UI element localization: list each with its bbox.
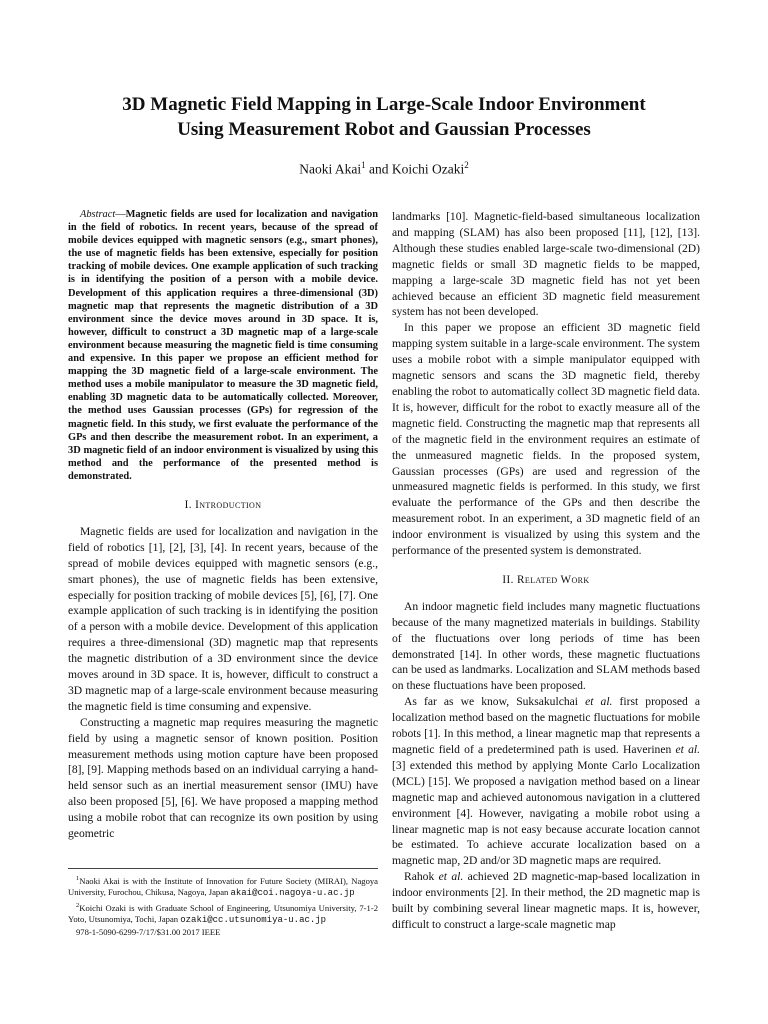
related-p3-part-a: Rahok — [404, 870, 439, 884]
footnote-2-text: Koichi Ozaki is with Graduate School of Engineering, Utsunomiya University, 7-1-2 Yoto, Utsunomiya, Tochi, Japan — [68, 902, 378, 924]
right-column — [392, 209, 700, 933]
paper-title — [60, 92, 708, 142]
author-line — [60, 160, 708, 178]
footnote-2 — [68, 900, 378, 926]
footnote-1-email: akai@coi.nagoya-u.ac.jp — [230, 887, 355, 898]
footnote-1-mark: 1 — [76, 875, 80, 882]
related-p2-etal-1: et al. — [585, 695, 613, 709]
intro-paragraph-2: Constructing a magnetic map requires measuring the magnetic field by using a magnetic sensor of known position. Position measurement methods using motion capture have been proposed [8], [9]. Mapping methods based on an individual carrying a hand-held sensor such as an inertial measurement sensor (IMU) have also been proposed [5], [6]. We have proposed a mapping method using a mobile robot that can recognize its own position by using geometric — [68, 715, 378, 841]
footnote-1-text: Naoki Akai is with the Institute of Innovation for Future Society (MIRAI), Nagoya University, Furochou, Chikusa, Nagoya, Japan — [68, 875, 378, 897]
related-p2-part-c: [3] extended this method by applying Monte Carlo Localization (MCL) [15]. We proposed a navigation method based on a linear magnetic map and achieved autonomous navigation in a cluttered environment [4]. However, navigating a mobile robot using a linear magnetic map is not easy because accurate location cannot be estimated. To achieve accurate localization based on a magnetic map, 2D and/or 3D magnetic maps are required. — [392, 758, 700, 868]
related-p2-etal-2: et al. — [675, 743, 700, 756]
left-column — [68, 208, 378, 842]
footnote-2-email: ozaki@cc.utsunomiya-u.ac.jp — [180, 914, 327, 925]
title-line-1: 3D Magnetic Field Mapping in Large-Scale Indoor Environment — [122, 94, 646, 115]
related-paragraph-3 — [392, 869, 700, 933]
related-p3-part-b: achieved 2D magnetic-map-based localization in indoor environments [2]. In their method, the 2D magnetic map is built by combining several linear magnetic maps. It is, however, difficult to construct a large-scale magnetic map — [392, 870, 701, 931]
footnote-1 — [68, 873, 378, 899]
related-paragraph-2 — [392, 694, 700, 869]
author-1-mark: 1 — [361, 160, 366, 170]
section-heading-introduction: I. Introduction — [184, 498, 262, 511]
related-p3-etal: et al. — [438, 870, 464, 884]
author-1-name: Naoki Akai — [299, 161, 362, 177]
abstract — [68, 208, 378, 483]
intro-paragraph-2-continued: landmarks [10]. Magnetic-field-based simultaneous localization and mapping (SLAM) has also been proposed [11], [12], [13]. Although these studies enabled large-scale two-dimensional (2D) magnetic fields or small 3D magnetic fields to be mapped, mapping a large-scale 3D magnetic field has not yet been achieved because an efficient 3D magnetic field measurement system has not been developed. — [392, 210, 700, 319]
abstract-text: Magnetic fields are used for localization and navigation in the field of robotics. In recent years, because of the spread of mobile devices equipped with magnetic sensors (e.g., smart phones), the use of magnetic fields has been extensive, especially for position tracking of mobile devices. One example application of such tracking is in identifying the position of a person with a mobile device. Development of this application requires a three-dimensional (3D) magnetic map that represents the magnetic distribution of a 3D environment since the device moves around in 3D space. It is, however, difficult to construct a 3D magnetic map of a large-scale environment because measuring the magnetic field is time consuming and expensive. In this paper we propose an efficient method for mapping the 3D magnetic field of a large-scale environment. The method uses a mobile manipulator to measure the 3D magnetic field, enabling 3D magnetic data to be automatically collected. Moreover, the method uses Gaussian processes (GPs) for regression of the magnetic field. In this study, we first evaluate the performance of the GPs and then describe the measurement robot. In an experiment, a 3D magnetic field of an indoor environment is visualized by using this method and the performance of the presented method is demonstrated. — [68, 209, 378, 482]
section-heading-related-work: II. Related Work — [502, 573, 590, 586]
related-p2-part-a: As far as we know, Suksakulchai — [404, 695, 586, 709]
copyright-notice: 978-1-5090-6299-7/17/$31.00 2017 IEEE — [76, 926, 221, 937]
author-conjunction: and — [369, 161, 389, 177]
abstract-label: Abstract — [80, 209, 116, 220]
author-2-mark: 2 — [464, 160, 469, 170]
footnote-2-mark: 2 — [76, 901, 80, 909]
intro-paragraph-3: In this paper we propose an efficient 3D magnetic field mapping system suitable in a large-scale environment. The system uses a mobile robot with a simple manipulator equipped with magnetic sensors and scans the 3D magnetic field, thereby enabling the robot to automatically collect 3D magnetic field data. It is, however, difficult for the robot to exactly measure all of the magnetic field. Constructing the magnetic map that represents all of the magnetic field in the environment requires an estimate of the unmeasured magnetic fields. In the proposed system, Gaussian processes (GPs) are used and regression of the unmeasured magnetic fields is performed. In this study, we first evaluate the performance of the GPs and then describe the measurement robot. In an experiment, a 3D magnetic field of an indoor environment is visualized by using this system and the performance of the presented system is demonstrated. — [392, 321, 700, 558]
author-2-name: Koichi Ozaki — [391, 161, 465, 177]
related-paragraph-1: An indoor magnetic field includes many magnetic fluctuations because of the many magnetized materials in buildings. Stability of the fluctuations over long periods of time has been demonstrated [14]. In other words, these magnetic fluctuations can be used as landmarks. Localization and SLAM methods based on these fluctuations have been proposed. — [392, 599, 700, 693]
related-p2-part-b: first proposed a localization method based on the magnetic fluctuations for mobile robots [1]. In this method, a linear magnetic map that represents a magnetic field of a predetermined path is used. Haverinen — [392, 695, 700, 756]
title-line-2: Using Measurement Robot and Gaussian Processes — [177, 119, 591, 140]
abstract-dash: — — [115, 209, 126, 220]
intro-paragraph-1: Magnetic fields are used for localization and navigation in the field of robotics [1], [2], [3], [4]. In recent years, because of the spread of mobile devices equipped with magnetic sensors (e.g., smart phones), the use of magnetic fields has been extensive, especially for position tracking of mobile devices [5], [6], [7]. One example application of such tracking is in identifying the position of a person with a mobile device. Development of this application requires a three-dimensional (3D) magnetic map that represents the magnetic distribution of a 3D environment since the device moves around in 3D space. It is, however, difficult to construct a 3D magnetic map of a large-scale environment because measuring the magnetic field is time consuming and expensive. — [68, 524, 378, 713]
footnotes — [68, 868, 378, 939]
